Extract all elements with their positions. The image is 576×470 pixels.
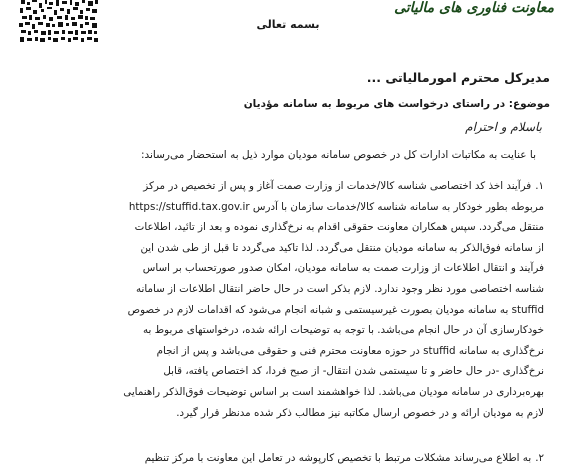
item-1-line-11: بهره‌برداری در سامانه مودیان می‌باشد. لذا خواهشمند است بر اساس توضیحات فوق‌الذکر راهنمایی [123, 385, 544, 398]
basmala-heading: بسمه تعالی [256, 18, 320, 31]
greeting: باسلام و احترام [465, 120, 542, 134]
item-1-line-12: لازم به مودیان ارائه و در خصوص ارسال مکاتبه نیز مطالب ذکر شده مدنظر قرار گیرد. [176, 406, 544, 419]
subject-line: موضوع: در راستای درخواست های مربوط به سامانه مؤدیان [243, 98, 550, 110]
list-item-2 [24, 448, 544, 469]
intro-paragraph: با عنایت به مکاتبات ادارات کل در خصوص سامانه مودیان موارد ذیل به استحضار می‌رساند: [140, 149, 536, 161]
organization-logo: معاونت فناوری های مالیاتی [394, 0, 554, 16]
item-1-line-2: مربوطه بطور خودکار به سامانه شناسه کالا/خدمات سازمان با آدرس https://stuffid.tax.gov.ir [128, 200, 544, 213]
item-1-line-4: از سامانه فوق‌الذکر به سامانه مودیان منتقل می‌گردد. لذا تاکید می‌گردد تا قبل از طی شدن این [140, 241, 544, 254]
item-1-line-3: منتقل می‌گردد. سپس همکاران معاونت حقوقی اقدام به نرخ‌گذاری نموده و بعد از تائید، اطلاعات [134, 221, 544, 234]
item-1-line-8: خودکارسازی آن در حال انجام می‌باشد. با توجه به توضیحات ارائه شده، درخواستهای مربوط به [142, 324, 544, 337]
item-1-line-6: شناسه اختصاصی مورد نظر وجود ندارد. لازم بذکر است در حال حاضر انتقال اطلاعات از سامانه [135, 282, 544, 295]
item-1-number: ۱. [535, 180, 544, 192]
list-item-1 [24, 176, 544, 423]
addressee: مدیرکل محترم امورمالیاتی ... [366, 70, 550, 85]
item-1-line-1: ۱.فرآیند اخذ کد اختصاصی شناسه کالا/خدمات از وزارت صمت آغاز و پس از تخصیص در مرکز [143, 180, 544, 192]
item-1-line-10: نرخ‌گذاری -در حال حاضر و تا سیستمی شدن انتقال- از صبح فردا، کد اختصاص یافته، قابل [163, 365, 544, 378]
item-1-line-5: فرآیند و انتقال اطلاعات از وزارت صمت به سامانه مودیان، امکان صدور صورتحساب بر اساس [142, 262, 544, 275]
item-2-line-1: ۲.به اطلاع می‌رساند مشکلات مرتبط با تخصیص کارپوشه در تعامل این معاونت با مرکز تنظیم [144, 452, 544, 464]
item-1-line-7: stuffid به سامانه مودیان بصورت غیرسیستمی و شبانه انجام می‌شود که اقدامات لازم در خصوص [127, 303, 544, 316]
item-1-line-9: نرخ‌گذاری به سامانه stuffid در حوزه معاونت محترم فنی و حقوقی می‌باشد و پس از انجام [156, 344, 544, 357]
item-2-number: ۲. [535, 452, 544, 464]
